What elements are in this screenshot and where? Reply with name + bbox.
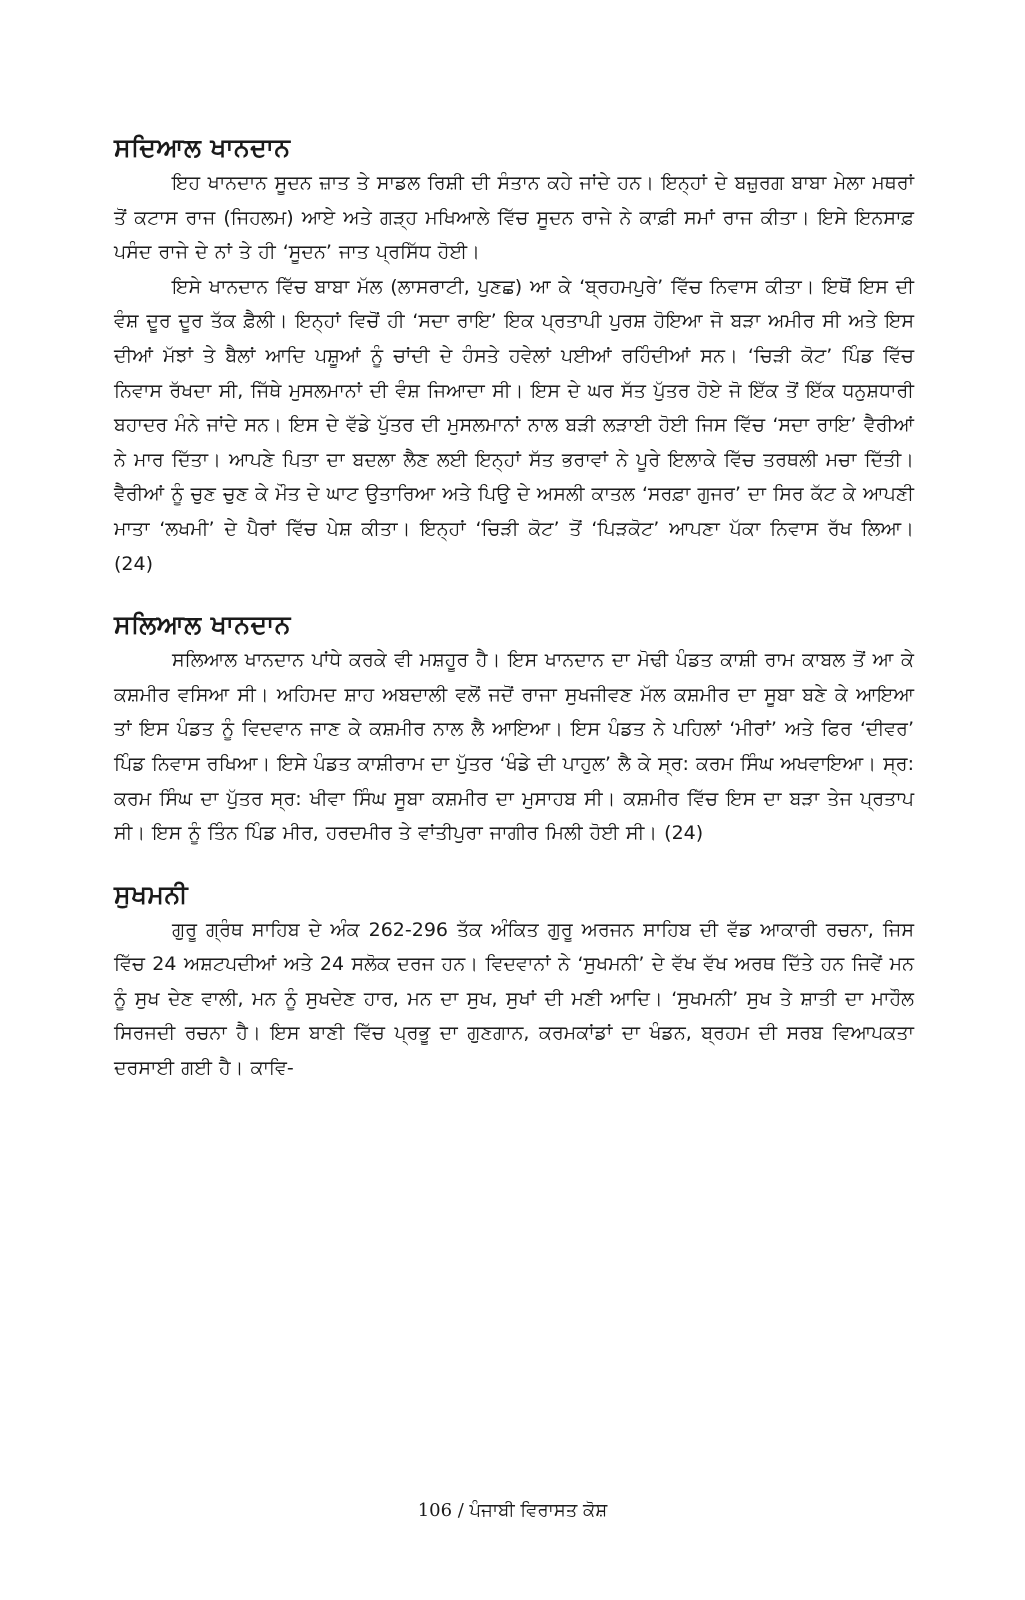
section-heading: ਸਦਿਆਲ ਖਾਨਦਾਨ [114, 133, 291, 162]
page-content [114, 130, 914, 1570]
paragraph: ਸਲਿਆਲ ਖਾਨਦਾਨ ਪਾਂਧੇ ਕਰਕੇ ਵੀ ਮਸ਼ਹੂਰ ਹੈ। ਇਸ ਖਾਨਦਾਨ ਦਾ ਮੋਢੀ ਪੰਡਤ ਕਾਸ਼ੀ ਰਾਮ ਕਾਬਲ ਤੋਂ ਆ ਕੇ ਕਸ਼ਮੀਰ ਵਸਿਆ ਸੀ। ਅਹਿਮਦ ਸ਼ਾਹ ਅਬਦਾਲੀ ਵਲੋਂ ਜਦੋਂ ਰਾਜਾ ਸੁਖਜੀਵਣ ਮੱਲ ਕਸ਼ਮੀਰ ਦਾ ਸੂਬਾ ਬਣੇ ਕੇ ਆਇਆ ਤਾਂ ਇਸ ਪੰਡਤ ਨੂੰ ਵਿਦਵਾਨ ਜਾਣ ਕੇ ਕਸ਼ਮੀਰ ਨਾਲ ਲੈ ਆਇਆ। ਇਸ ਪੰਡਤ ਨੇ ਪਹਿਲਾਂ ‘ਮੀਰਾਂ’ ਅਤੇ ਫਿਰ ‘ਦੀਵਰ’ ਪਿੰਡ ਨਿਵਾਸ ਰਖਿਆ। ਇਸੇ ਪੰਡਤ ਕਾਸ਼ੀਰਾਮ ਦਾ ਪੁੱਤਰ ‘ਖੰਡੇ ਦੀ ਪਾਹੁਲ’ ਲੈ ਕੇ ਸ੍ਰ: ਕਰਮ ਸਿੰਘ ਅਖਵਾਇਆ। ਸ੍ਰ: ਕਰਮ ਸਿੰਘ ਦਾ ਪੁੱਤਰ ਸ੍ਰ: ਖੀਵਾ ਸਿੰਘ ਸੂਬਾ ਕਸ਼ਮੀਰ ਦਾ ਮੁਸਾਹਬ ਸੀ। ਕਸ਼ਮੀਰ ਵਿੱਚ ਇਸ ਦਾ ਬੜਾ ਤੇਜ ਪ੍ਰਤਾਪ ਸੀ। ਇਸ ਨੂੰ ਤਿੰਨ ਪਿੰਡ ਮੀਰ, ਹਰਦਮੀਰ ਤੇ ਵਾਂਤੀਪੁਰਾ ਜਾਗੀਰ ਮਿਲੀ ਹੋਈ ਸੀ। (24) [114, 649, 914, 845]
section-heading: ਸੁਖਮਨੀ [114, 879, 189, 909]
page-footer: 106 / ਪੰਜਾਬੀ ਵਿਰਾਸਤ ਕੋਸ਼ [417, 1500, 608, 1521]
section-saliyal [114, 607, 914, 851]
paragraph: ਇਹ ਖਾਨਦਾਨ ਸੂਦਨ ਜ਼ਾਤ ਤੇ ਸਾਡਲ ਰਿਸ਼ੀ ਦੀ ਸੰਤਾਨ ਕਹੇ ਜਾਂਦੇ ਹਨ। ਇਨ੍ਹਾਂ ਦੇ ਬਜ਼ੁਰਗ ਬਾਬਾ ਮੇਲਾ ਮਥਰਾਂ ਤੋਂ ਕਟਾਸ ਰਾਜ (ਜਿਹਲਮ) ਆਏ ਅਤੇ ਗੜ੍ਹ ਮਖਿਆਲੇ ਵਿੱਚ ਸੂਦਨ ਰਾਜੇ ਨੇ ਕਾਫ਼ੀ ਸਮਾਂ ਰਾਜ ਕੀਤਾ। ਇਸੇ ਇਨਸਾਫ਼ ਪਸੰਦ ਰਾਜੇ ਦੇ ਨਾਂ ਤੇ ਹੀ ‘ਸੂਦਨ’ ਜਾਤ ਪ੍ਰਸਿੱਧ ਹੋਈ। [114, 172, 914, 264]
paragraph: ਗੁਰੂ ਗ੍ਰੰਥ ਸਾਹਿਬ ਦੇ ਅੰਕ 262-296 ਤੱਕ ਅੰਕਿਤ ਗੁਰੂ ਅਰਜਨ ਸਾਹਿਬ ਦੀ ਵੱਡ ਆਕਾਰੀ ਰਚਨਾ, ਜਿਸ ਵਿੱਚ 24 ਅਸ਼ਟਪਦੀਆਂ ਅਤੇ 24 ਸਲੋਕ ਦਰਜ ਹਨ। ਵਿਦਵਾਨਾਂ ਨੇ ‘ਸੁਖਮਨੀ’ ਦੇ ਵੱਖ ਵੱਖ ਅਰਥ ਦਿੱਤੇ ਹਨ ਜਿਵੇਂ ਮਨ ਨੂੰ ਸੁਖ ਦੇਣ ਵਾਲੀ, ਮਨ ਨੂੰ ਸੁਖਦੇਣ ਹਾਰ, ਮਨ ਦਾ ਸੁਖ, ਸੁਖਾਂ ਦੀ ਮਣੀ ਆਦਿ। ‘ਸੁਖਮਨੀ’ ਸੁਖ ਤੇ ਸ਼ਾਤੀ ਦਾ ਮਾਹੌਲ ਸਿਰਜਦੀ ਰਚਨਾ ਹੈ। ਇਸ ਬਾਣੀ ਵਿੱਚ ਪ੍ਰਭੂ ਦਾ ਗੁਣਗਾਨ, ਕਰਮਕਾਂਡਾਂ ਦਾ ਖੰਡਨ, ਬ੍ਰਹਮ ਦੀ ਸਰਬ ਵਿਆਪਕਤਾ ਦਰਸਾਈ ਗਈ ਹੈ। ਕਾਵਿ- [114, 918, 914, 1080]
section-sadiyal [114, 130, 914, 581]
paragraph: ਇਸੇ ਖਾਨਦਾਨ ਵਿੱਚ ਬਾਬਾ ਮੱਲ (ਲਾਸਰਾਟੀ, ਪੁਣਛ) ਆ ਕੇ ‘ਬ੍ਰਹਮਪੁਰੇ’ ਵਿੱਚ ਨਿਵਾਸ ਕੀਤਾ। ਇਥੋਂ ਇਸ ਦੀ ਵੰਸ਼ ਦੂਰ ਦੂਰ ਤੱਕ ਫ਼ੈਲੀ। ਇਨ੍ਹਾਂ ਵਿਚੋਂ ਹੀ ‘ਸਦਾ ਰਾਇ’ ਇਕ ਪ੍ਰਤਾਪੀ ਪੁਰਸ਼ ਹੋਇਆ ਜੋ ਬੜਾ ਅਮੀਰ ਸੀ ਅਤੇ ਇਸ ਦੀਆਂ ਮੱਝਾਂ ਤੇ ਬੈਲਾਂ ਆਦਿ ਪਸ਼ੂਆਂ ਨੂੰ ਚਾਂਦੀ ਦੇ ਹੰਸਤੇ ਹਵੇਲਾਂ ਪਈਆਂ ਰਹਿੰਦੀਆਂ ਸਨ। ‘ਚਿੜੀ ਕੋਟ’ ਪਿੰਡ ਵਿੱਚ ਨਿਵਾਸ ਰੱਖਦਾ ਸੀ, ਜਿੱਥੇ ਮੁਸਲਮਾਨਾਂ ਦੀ ਵੰਸ਼ ਜਿਆਦਾ ਸੀ। ਇਸ ਦੇ ਘਰ ਸੱਤ ਪੁੱਤਰ ਹੋਏ ਜੋ ਇੱਕ ਤੋਂ ਇੱਕ ਧਨੁਸ਼ਧਾਰੀ ਬਹਾਦਰ ਮੰਨੇ ਜਾਂਦੇ ਸਨ। ਇਸ ਦੇ ਵੱਡੇ ਪੁੱਤਰ ਦੀ ਮੁਸਲਮਾਨਾਂ ਨਾਲ ਬੜੀ ਲੜਾਈ ਹੋਈ ਜਿਸ ਵਿੱਚ ‘ਸਦਾ ਰਾਇ’ ਵੈਰੀਆਂ ਨੇ ਮਾਰ ਦਿੱਤਾ। ਆਪਣੇ ਪਿਤਾ ਦਾ ਬਦਲਾ ਲੈਣ ਲਈ ਇਨ੍ਹਾਂ ਸੱਤ ਭਰਾਵਾਂ ਨੇ ਪੂਰੇ ਇਲਾਕੇ ਵਿੱਚ ਤਰਥਲੀ ਮਚਾ ਦਿੱਤੀ। ਵੈਰੀਆਂ ਨੂੰ ਚੁਣ ਚੁਣ ਕੇ ਮੌਤ ਦੇ ਘਾਟ ਉਤਾਰਿਆ ਅਤੇ ਪਿਉ ਦੇ ਅਸਲੀ ਕਾਤਲ ‘ਸਰਫ਼ਾ ਗੁਜਰ’ ਦਾ ਸਿਰ ਕੱਟ ਕੇ ਆਪਣੀ ਮਾਤਾ ‘ਲਖਮੀ’ ਦੇ ਪੈਰਾਂ ਵਿੱਚ ਪੇਸ਼ ਕੀਤਾ। ਇਨ੍ਹਾਂ ‘ਚਿੜੀ ਕੋਟ’ ਤੋਂ ‘ਪਿੜਕੋਟ’ ਆਪਣਾ ਪੱਕਾ ਨਿਵਾਸ ਰੱਖ ਲਿਆ। (24) [114, 275, 914, 575]
section-sukhmani [114, 877, 914, 1086]
section-heading: ਸਲਿਆਲ ਖਾਨਦਾਨ [114, 610, 291, 640]
